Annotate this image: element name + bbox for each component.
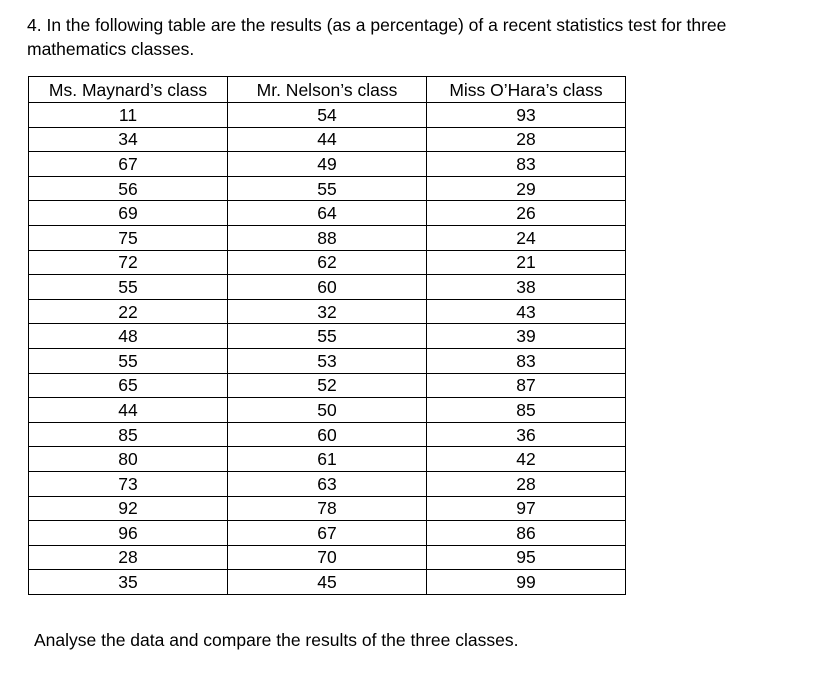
- ohara-score: 95: [427, 545, 626, 570]
- ohara-score: 99: [427, 570, 626, 595]
- ohara-score: 83: [427, 348, 626, 373]
- ohara-score: 39: [427, 324, 626, 349]
- results-table: [28, 76, 626, 595]
- ohara-score: 86: [427, 521, 626, 546]
- maynard-score: 69: [29, 201, 228, 226]
- table-row: [29, 373, 626, 398]
- table-row: [29, 152, 626, 177]
- maynard-score: 73: [29, 471, 228, 496]
- nelson-score: 54: [228, 103, 427, 128]
- nelson-score: 67: [228, 521, 427, 546]
- table-row: [29, 225, 626, 250]
- nelson-score: 55: [228, 324, 427, 349]
- table-row: [29, 447, 626, 472]
- header-row: [29, 77, 626, 103]
- header-ohara: Miss O’Hara’s class: [427, 77, 626, 103]
- table-row: [29, 471, 626, 496]
- ohara-score: 28: [427, 127, 626, 152]
- nelson-score: 60: [228, 275, 427, 300]
- nelson-score: 49: [228, 152, 427, 177]
- nelson-score: 53: [228, 348, 427, 373]
- nelson-score: 78: [228, 496, 427, 521]
- results-body: [29, 103, 626, 595]
- nelson-score: 61: [228, 447, 427, 472]
- ohara-score: 97: [427, 496, 626, 521]
- maynard-score: 92: [29, 496, 228, 521]
- header-maynard: Ms. Maynard’s class: [29, 77, 228, 103]
- table-row: [29, 176, 626, 201]
- ohara-score: 24: [427, 225, 626, 250]
- table-row: [29, 275, 626, 300]
- maynard-score: 80: [29, 447, 228, 472]
- maynard-score: 28: [29, 545, 228, 570]
- table-row: [29, 496, 626, 521]
- ohara-score: 87: [427, 373, 626, 398]
- table-row: [29, 103, 626, 128]
- ohara-score: 28: [427, 471, 626, 496]
- nelson-score: 63: [228, 471, 427, 496]
- table-row: [29, 422, 626, 447]
- table-row: [29, 250, 626, 275]
- ohara-score: 21: [427, 250, 626, 275]
- ohara-score: 43: [427, 299, 626, 324]
- maynard-score: 65: [29, 373, 228, 398]
- maynard-score: 35: [29, 570, 228, 595]
- table-row: [29, 299, 626, 324]
- maynard-score: 48: [29, 324, 228, 349]
- table-row: [29, 324, 626, 349]
- maynard-score: 56: [29, 176, 228, 201]
- nelson-score: 45: [228, 570, 427, 595]
- ohara-score: 26: [427, 201, 626, 226]
- ohara-score: 42: [427, 447, 626, 472]
- maynard-score: 55: [29, 275, 228, 300]
- nelson-score: 88: [228, 225, 427, 250]
- maynard-score: 44: [29, 398, 228, 423]
- ohara-score: 38: [427, 275, 626, 300]
- ohara-score: 93: [427, 103, 626, 128]
- ohara-score: 36: [427, 422, 626, 447]
- maynard-score: 75: [29, 225, 228, 250]
- nelson-score: 64: [228, 201, 427, 226]
- nelson-score: 32: [228, 299, 427, 324]
- ohara-score: 29: [427, 176, 626, 201]
- maynard-score: 85: [29, 422, 228, 447]
- maynard-score: 67: [29, 152, 228, 177]
- nelson-score: 70: [228, 545, 427, 570]
- maynard-score: 22: [29, 299, 228, 324]
- table-row: [29, 201, 626, 226]
- table-row: [29, 545, 626, 570]
- ohara-score: 83: [427, 152, 626, 177]
- table-row: [29, 570, 626, 595]
- maynard-score: 55: [29, 348, 228, 373]
- instruction-text: Analyse the data and compare the results of the three classes.: [34, 630, 519, 650]
- table-row: [29, 521, 626, 546]
- nelson-score: 44: [228, 127, 427, 152]
- nelson-score: 62: [228, 250, 427, 275]
- table-row: [29, 127, 626, 152]
- maynard-score: 11: [29, 103, 228, 128]
- nelson-score: 50: [228, 398, 427, 423]
- maynard-score: 72: [29, 250, 228, 275]
- nelson-score: 60: [228, 422, 427, 447]
- table-row: [29, 348, 626, 373]
- nelson-score: 55: [228, 176, 427, 201]
- maynard-score: 34: [29, 127, 228, 152]
- question-text: 4. In the following table are the results (as a percentage) of a recent statistics test for three mathematics classes.: [27, 15, 727, 59]
- header-nelson: Mr. Nelson’s class: [228, 77, 427, 103]
- ohara-score: 85: [427, 398, 626, 423]
- maynard-score: 96: [29, 521, 228, 546]
- table-row: [29, 398, 626, 423]
- nelson-score: 52: [228, 373, 427, 398]
